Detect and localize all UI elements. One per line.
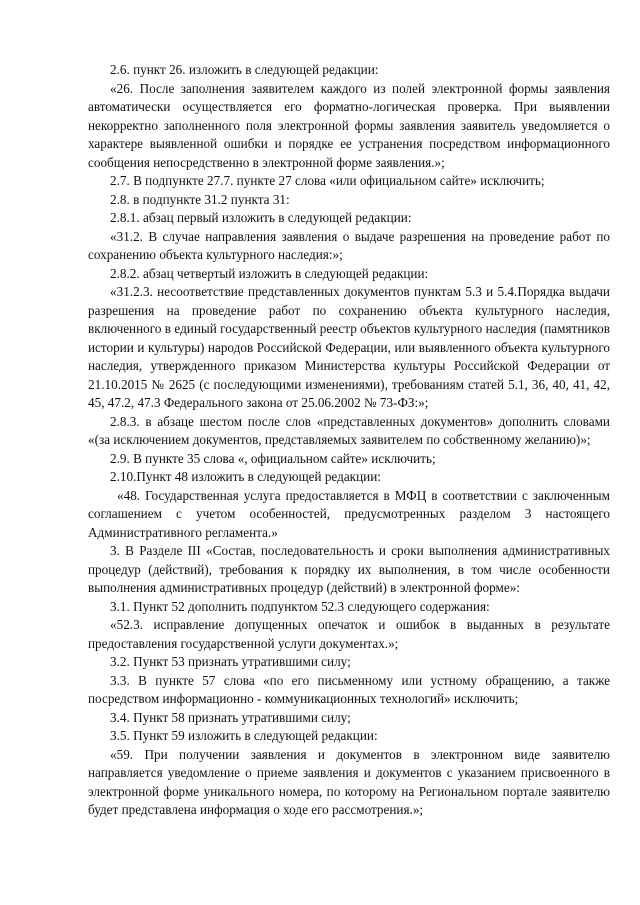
paragraph-quote-52-3: «52.3. исправление допущенных опечаток и ошибок в выданных в результате предоставления государственной услуги документах.»; xyxy=(88,617,610,651)
paragraph-3-5: 3.5. Пункт 59 изложить в следующей редакции: xyxy=(110,728,378,743)
paragraph-2-7: 2.7. В подпункте 27.7. пункте 27 слова «или официальном сайте» исключить; xyxy=(110,173,545,188)
paragraph-quote-26: «26. После заполнения заявителем каждого из полей электронной формы заявления автоматически осуществляется его форматно-логическая проверка. При выявлении некорректно заполненного поля электронной формы заявления заявитель уведомляется о характере выявленной ошибки и порядке ее устранения посредством информационного сообщения непосредственно в электронной форме заявления.»; xyxy=(88,80,610,170)
paragraph-3-1: 3.1. Пункт 52 дополнить подпунктом 52.3 следующего содержания: xyxy=(110,598,490,614)
paragraph-2-8-3: 2.8.3. в абзаце шестом после слов «представленных документов» дополнить словами «(за исключением документов, представляемых заявителем по собственному желанию)»; xyxy=(88,413,610,447)
paragraph-quote-31-2: «31.2. В случае направления заявления о выдаче разрешения на проведение работ по сохранению объекта культурного наследия:»; xyxy=(88,228,610,262)
paragraph-2-9: 2.9. В пункте 35 слова «, официальном сайте» исключить; xyxy=(110,450,436,466)
paragraph-2-10: 2.10.Пункт 48 изложить в следующей редакции: xyxy=(110,469,381,484)
document-body xyxy=(88,61,610,820)
paragraph-2-8-1: 2.8.1. абзац первый изложить в следующей редакции: xyxy=(110,210,412,225)
paragraph-quote-48: «48. Государственная услуга предоставляется в МФЦ в соответствии с заключенным соглашением с учетом особенностей, предусмотренных разделом 3 настоящего Административного регламента.» xyxy=(88,487,610,540)
paragraph-3-4: 3.4. Пункт 58 признать утратившими силу; xyxy=(110,709,351,725)
paragraph-3-3: 3.3. В пункте 57 слова «по его письменному или устному обращению, а также посредством информационно - коммуникационных технологий» исключить; xyxy=(88,672,610,706)
paragraph-3: 3. В Разделе III «Состав, последовательность и сроки выполнения административных процедур (действий), требования к порядку их выполнения, в том числе особенности выполнения административных процедур (действий) в электронной форме»: xyxy=(88,543,610,595)
paragraph-2-8: 2.8. в подпункте 31.2 пункта 31: xyxy=(110,191,290,207)
paragraph-2-6: 2.6. пункт 26. изложить в следующей редакции: xyxy=(110,62,379,77)
paragraph-quote-31-2-3: «31.2.3. несоответствие представленных документов пунктам 5.3 и 5.4.Порядка выдачи разрешения на проведение работ по сохранению объекта культурного наследия, включенного в единый государственный реестр объектов культурного наследия (памятников истории и культуры) народов Российской Федерации, или выявленного объекта культурного наследия, утвержденного приказом Министерства культуры Российской Федерации от 21.10.2015 № 2625 (с последующими изменениями), требованиям статей 5.1, 36, 40, 41, 42, 45, 47.2, 47.3 Федерального закона от 25.06.2002 № 73-ФЗ:»; xyxy=(88,284,610,410)
paragraph-quote-59: «59. При получении заявления и документов в электронном виде заявителю направляется уведомление о приеме заявления и документов с указанием присвоенного в электронной форме уникального номера, по которому на Региональном портале заявителю будет представлена информация о ходе его рассмотрения.»; xyxy=(88,746,610,817)
paragraph-3-2: 3.2. Пункт 53 признать утратившими силу; xyxy=(110,654,351,669)
paragraph-2-8-2: 2.8.2. абзац четвертый изложить в следующей редакции: xyxy=(110,265,429,281)
